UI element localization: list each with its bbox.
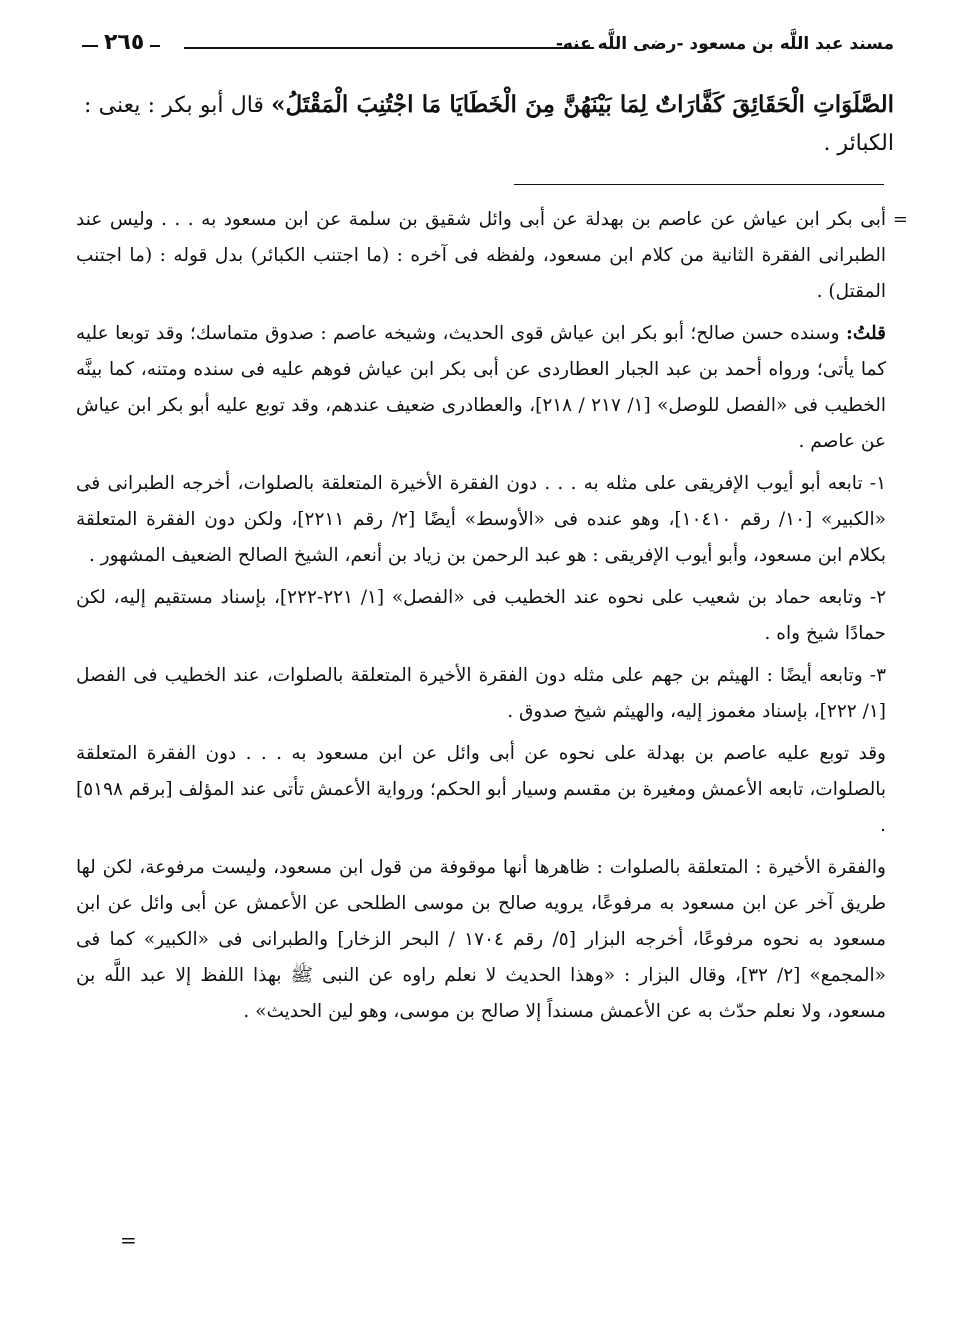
footnote-text: ٣- وتابعه أيضًا : الهيثم بن جهم على مثله دون الفقرة الأخيرة المتعلقة بالصلوات، عند الخطيب فى الفصل [١/ ٢٢٢]، بإسناد مغموز إليه، والهيثم شيخ صدوق .: [76, 665, 886, 722]
end-continuation-marker: =: [120, 1228, 137, 1252]
header-rule: [184, 47, 594, 49]
footnote-paragraph: [76, 466, 886, 574]
main-continuation: قال أبو بكر : يعنى : الكبائر .: [84, 93, 894, 156]
footnote-text: أبى بكر ابن عياش عن عاصم بن بهدلة عن أبى وائل شقيق بن سلمة عن ابن مسعود به . . . وليس عند الطبرانى الفقرة الثانية من كلام ابن مسعود، ولفظه فى آخره : (ما اجتنب الكبائر) بدل قوله : (ما اجتنب المقتل) .: [76, 209, 886, 302]
footnote-paragraph: [76, 316, 886, 460]
footnote-paragraph: [76, 202, 908, 310]
page-header: [84, 30, 894, 64]
footnote-text: ٢- وتابعه حماد بن شعيب على نحوه عند الخطيب فى «الفصل» [١/ ٢٢١-٢٢٢]، بإسناد مستقيم إليه، لكن حمادًا شيخ واه .: [76, 587, 887, 644]
qultu-label: قلتُ:: [846, 323, 886, 344]
footnote-text: وسنده حسن صالح؛ أبو بكر ابن عياش قوى الحديث، وشيخه عاصم : صدوق متماسك؛ وقد توبعا عليه كما يأتى؛ ورواه أحمد بن عبد الجبار العطاردى عن أبى بكر ابن عياش فوهم عليه فى سنده ومتنه، كما بينَّه الخطيب فى «الفصل للوصل» [١/ ٢١٧ / ٢١٨]، والعطادرى ضعيف عندهم، وقد توبع عليه أبو بكر ابن عياش عن عاصم .: [76, 323, 887, 452]
footnote-paragraph: [76, 580, 886, 652]
footnote-text: ١- تابعه أبو أيوب الإفريقى على مثله به . . . دون الفقرة الأخيرة المتعلقة بالصلوات، أخرجه الطبرانى فى «الكبير» [١٠/ رقم ١٠٤١٠]، وهو عنده فى «الأوسط» أيضًا [٢/ رقم ٢٢١١]، ولكن دون الفقرة المتعلقة بكلام ابن مسعود، وأبو أيوب الإفريقى : هو عبد الرحمن بن زياد بن أنعم، الشيخ الصالح الضعيف المشهور .: [76, 473, 886, 566]
footnote-text: وقد توبع عليه عاصم بن بهدلة على نحوه عن أبى وائل عن ابن مسعود به . . . دون الفقرة المتعلقة بالصلوات، تابعه الأعمش ومغيرة بن مقسم وسيار أبو الحكم؛ ورواية الأعمش تأتى عند المؤلف [برقم ٥١٩٨] .: [76, 743, 886, 836]
main-text: [84, 86, 894, 163]
continuation-marker: =: [892, 209, 908, 230]
footnote-paragraph: [76, 850, 886, 1030]
footnote-text: والفقرة الأخيرة : المتعلقة بالصلوات : ظاهرها أنها موقوفة من قول ابن مسعود، وليست مرفوعة، لكن لها طريق آخر عن ابن مسعود به مرفوعًا، يرويه صالح بن موسى الطلحى عن الأعمش عن أبى وائل عن ابن مسعود به نحوه مرفوعًا، أخرجه البزار [٥/ رقم ١٧٠٤ / البحر الزخار] والطبرانى فى «الكبير» كما فى «المجمع» [٢/ ٣٢]، وقال البزار : «وهذا الحديث لا نعلم راوه عن النبى ﷺ بهذا اللفظ إلا عبد اللَّه بن مسعود، ولا نعلم حدّث به عن الأعمش مسنداً إلا صالح بن موسى، وهو لين الحديث» .: [76, 857, 886, 1022]
footnote-separator: [514, 184, 884, 185]
hadith-quote: الصَّلَوَاتِ الْحَقَائِقَ كَفَّارَاتٌ لِمَا بَيْنَهُنَّ مِنَ الْخَطَايَا مَا اجْتُنِبَ الْمَقْتَلُ»: [271, 91, 894, 118]
running-title: مسند عبد اللَّه بن مسعود -رضى اللَّه عنه-: [555, 34, 894, 54]
footnote-paragraph: [76, 736, 886, 844]
page-number: ٢٦٥: [104, 30, 145, 55]
footnote-paragraph: [76, 658, 886, 730]
footnotes: [76, 202, 908, 1036]
